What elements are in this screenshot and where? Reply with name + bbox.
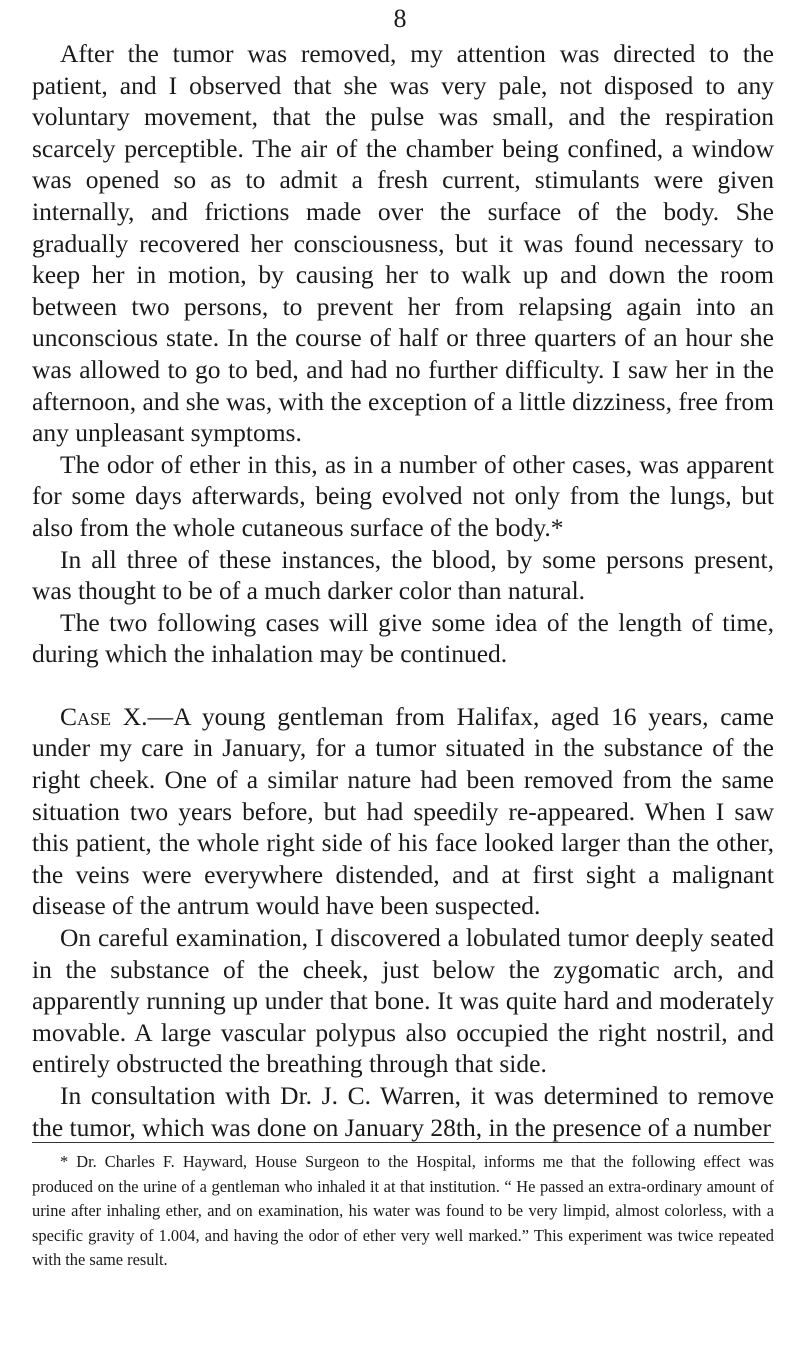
- body-text: [32, 38, 774, 1143]
- case-heading: Case X.: [60, 701, 148, 731]
- page-number: 8: [393, 4, 407, 33]
- paragraph: The odor of ether in this, as in a number of other cases, was apparent for some days afterwards, being evolved not only from the lungs, but also from the whole cutaneous surface of the body.*: [32, 449, 774, 542]
- paragraph: On careful examination, I discovered a lobulated tumor deeply seated in the substance of the cheek, just below the zygomatic arch, and apparently running up under that bone. It was quite hard and moderately movable. A large vascular polypus also occupied the right nostril, and entirely obstructed the breathing through that side.: [32, 923, 774, 1079]
- case-intro-text: —A young gentleman from Halifax, aged 16 years, came under my care in January, for a tumor situated in the substance of the right cheek. One of a similar nature had been removed from the same situation two years before, but had speedily re-appeared. When I saw this patient, the whole right side of his face looked larger than the other, the veins were everywhere distended, and at first sight a malignant disease of the antrum would have been suspected.: [32, 701, 774, 921]
- paragraph: In consultation with Dr. J. C. Warren, it was determined to remove the tumor, which was done on January 28th, in the presence of a number: [32, 1081, 774, 1142]
- case-paragraph: [32, 701, 774, 922]
- footnote: [32, 1150, 774, 1273]
- paragraph: After the tumor was removed, my attention was directed to the patient, and I observed that she was very pale, not disposed to any voluntary movement, that the pulse was small, and the respiration scarcely perceptible. The air of the chamber being confined, a window was opened so as to admit a fresh current, stimulants were given internally, and frictions made over the surface of the body. She gradually recovered her consciousness, but it was found necessary to keep her in motion, by causing her to walk up and down the room between two persons, to prevent her from relapsing again into an unconscious state. In the course of half or three quarters of an hour she was allowed to go to bed, and had no further difficulty. I saw her in the afternoon, and she was, with the exception of a little dizziness, free from any unpleasant symptoms.: [32, 39, 774, 448]
- paragraph: The two following cases will give some idea of the length of time, during which the inhalation may be continued.: [32, 607, 774, 669]
- footnote-text: * Dr. Charles F. Hayward, House Surgeon to the Hospital, informs me that the following effect was produced on the urine of a gentleman who inhaled it at that institution. “ He passed an extra-ordinary amount of urine after inhaling ether, and on examination, his water was found to be very limpid, almost colorless, with a specific gravity of 1.004, and having the odor of ether very well marked.” This experiment was twice repeated with the same result.: [32, 1152, 774, 1270]
- paragraph: In all three of these instances, the blood, by some persons present, was thought to be of a much darker color than natural.: [32, 544, 774, 606]
- footnote-divider: [32, 1142, 774, 1143]
